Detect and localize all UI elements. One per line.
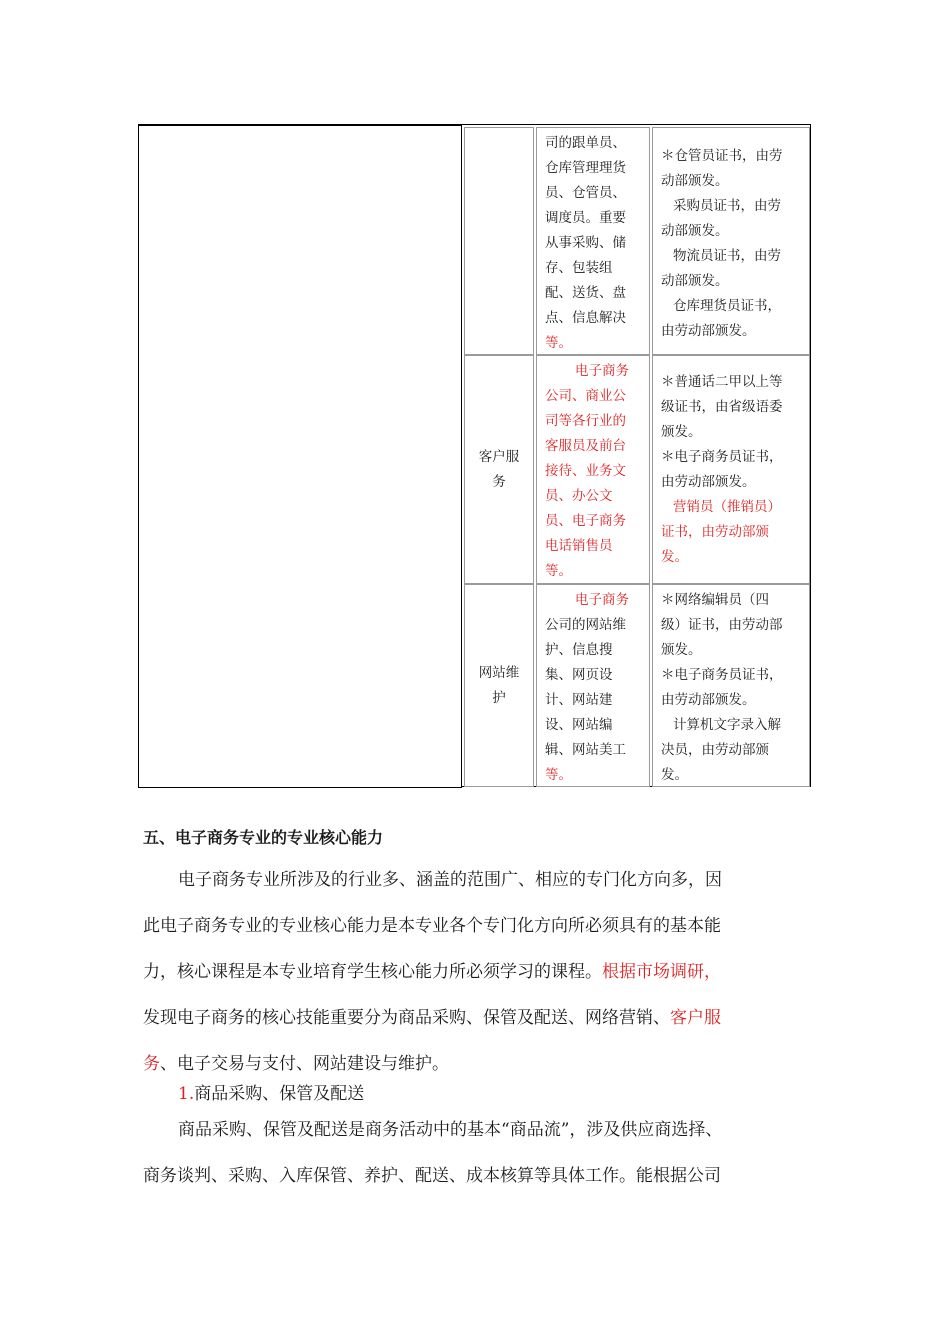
positions-line: 司的跟单员、 (545, 135, 626, 151)
highlight-span: 客户服 (670, 1008, 721, 1028)
positions-line: 设、网站编 (545, 717, 613, 733)
paragraph-line: 电子商务专业所涉及的行业多、涵盖的范围广、相应的专门化方向多，因 (178, 870, 722, 890)
paragraph-line (143, 961, 721, 983)
category-label: 网站维 (478, 664, 520, 681)
text-span: 、电子交易与支付、网站建设与维护。 (160, 1054, 449, 1074)
positions-line: 员、仓管员、 (545, 185, 626, 201)
positions-cell (536, 127, 650, 355)
subsection-text: 商品采购、保管及配送 (194, 1084, 365, 1104)
positions-line: 公司、商业公 (545, 388, 626, 404)
positions-cell (536, 584, 650, 787)
certificate-line: 决员，由劳动部颁 (661, 742, 769, 758)
certificate-line: ＊仓管员证书，由劳 (661, 148, 783, 164)
certificates-cell (652, 584, 810, 787)
positions-line: 员、电子商务 (545, 513, 626, 529)
category-label: 务 (492, 473, 506, 490)
merged-blank-cell (138, 124, 462, 788)
positions-line: 点、信息解决 (545, 310, 626, 326)
certificates-cell (652, 127, 810, 355)
positions-line: 等。 (545, 767, 572, 783)
certificate-line: 动部颁发。 (661, 173, 729, 189)
positions-line: 公司的网站维 (545, 617, 626, 633)
positions-line: 等。 (545, 563, 572, 579)
positions-line: 仓库管理理货 (545, 160, 626, 176)
section-heading: 五、电子商务专业的专业核心能力 (143, 828, 384, 847)
table-row (462, 355, 810, 584)
subsection-number: 1. (178, 1084, 195, 1104)
certificate-line: 采购员证书，由劳 (673, 198, 781, 214)
certificate-line: ＊普通话二甲以上等 (661, 374, 783, 390)
category-label: 客户服 (478, 448, 520, 465)
certificate-line: 证书，由劳动部颁 (661, 524, 769, 540)
positions-line: 电话销售员 (545, 538, 613, 554)
certificate-line: 发。 (661, 549, 688, 565)
certificate-line: 级证书，由省级语委 (661, 399, 783, 415)
positions-line: 电子商务 (575, 592, 629, 608)
certificate-line: 由劳动部颁发。 (661, 692, 756, 708)
certificate-line: 颁发。 (661, 642, 702, 658)
certificate-line: 动部颁发。 (661, 273, 729, 289)
positions-line: 从事采购、储 (545, 235, 626, 251)
highlight-span: 根据市场调研， (602, 962, 721, 982)
positions-line: 调度员。重要 (545, 210, 626, 226)
certificate-line: 物流员证书，由劳 (673, 248, 781, 264)
certificate-line: 发。 (661, 767, 688, 783)
category-label: 护 (492, 689, 506, 706)
paragraph-line (143, 1007, 721, 1029)
category-cell (464, 584, 534, 787)
certificate-line: ＊电子商务员证书， (661, 667, 783, 683)
certificate-line: ＊网络编辑员（四 (661, 592, 769, 608)
text-span: 力，核心课程是本专业培育学生核心能力所必须学习的课程。 (143, 962, 602, 982)
positions-line: 护、信息搜 (545, 642, 613, 658)
positions-line: 辑、网站美工 (545, 742, 626, 758)
positions-line: 接待、业务文 (545, 463, 626, 479)
certificate-line: 仓库理货员证书， (673, 298, 781, 314)
paragraph-line (143, 1053, 449, 1075)
job-table (138, 124, 811, 787)
positions-cell (536, 355, 650, 584)
certificates-cell (652, 355, 810, 584)
job-table-inner (461, 124, 811, 787)
positions-line: 等。 (545, 335, 572, 351)
positions-line: 客服员及前台 (545, 438, 626, 454)
positions-line: 集、网页设 (545, 667, 613, 683)
text-span: 发现电子商务的核心技能重要分为商品采购、保管及配送、网络营销、 (143, 1008, 670, 1028)
paragraph-line: 此电子商务专业的专业核心能力是本专业各个专门化方向所必须具有的基本能 (143, 916, 721, 936)
certificate-line: 计算机文字录入解 (673, 717, 781, 733)
paragraph-line: 商品采购、保管及配送是商务活动中的基本“商品流”，涉及供应商选择、 (178, 1120, 723, 1140)
positions-line: 司等各行业的 (545, 413, 626, 429)
positions-line: 计、网站建 (545, 692, 613, 708)
highlight-span: 务 (143, 1054, 160, 1074)
table-row (462, 584, 810, 787)
table-row (462, 127, 810, 355)
certificate-line: 由劳动部颁发。 (661, 323, 756, 339)
certificate-line: 颁发。 (661, 424, 702, 440)
certificate-line: 动部颁发。 (661, 223, 729, 239)
certificate-line: 营销员（推销员） (673, 499, 781, 515)
certificate-line: 由劳动部颁发。 (661, 474, 756, 490)
positions-line: 配、送货、盘 (545, 285, 626, 301)
positions-line: 存、包装组 (545, 260, 613, 276)
positions-line: 员、办公文 (545, 488, 613, 504)
category-cell (464, 355, 534, 584)
subsection-title (178, 1083, 364, 1105)
category-cell (464, 127, 534, 355)
certificate-line: ＊电子商务员证书， (661, 449, 783, 465)
positions-line: 电子商务 (575, 363, 629, 379)
certificate-line: 级）证书，由劳动部 (661, 617, 783, 633)
paragraph-line: 商务谈判、采购、入库保管、养护、配送、成本核算等具体工作。能根据公司 (143, 1166, 721, 1186)
